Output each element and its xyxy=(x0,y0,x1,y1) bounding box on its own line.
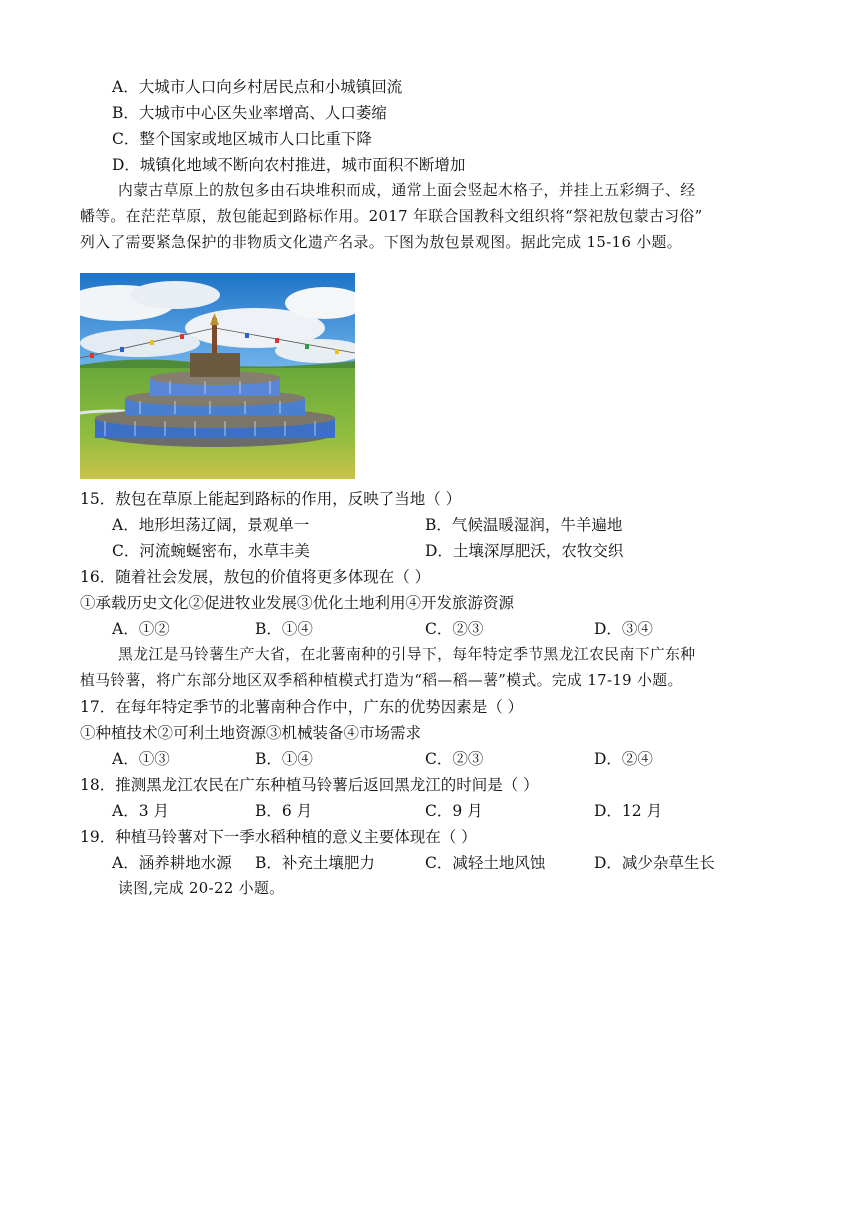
q15-option-b: B．气候温暖湿润，牛羊遍地 xyxy=(425,516,623,534)
q17-option-c: C．②③ xyxy=(425,750,484,768)
prev-option-a: A．大城市人口向乡村居民点和小城镇回流 xyxy=(112,78,403,96)
passage2-line1: 黑龙江是马铃薯生产大省，在北薯南种的引导下，每年特定季节黑龙江农民南下广东种 xyxy=(118,646,696,663)
q19-option-c: C．减轻土地风蚀 xyxy=(425,854,546,872)
q16-stem: 16．随着社会发展，敖包的价值将更多体现在（ ） xyxy=(80,568,431,586)
q19-stem: 19．种植马铃薯对下一季水稻种植的意义主要体现在（ ） xyxy=(80,828,477,846)
q16-option-c: C．②③ xyxy=(425,620,484,638)
q17-stem: 17．在每年特定季节的北薯南种合作中，广东的优势因素是（ ） xyxy=(80,698,524,716)
q16-option-d: D．③④ xyxy=(594,620,653,638)
q15-option-a: A．地形坦荡辽阔，景观单一 xyxy=(112,516,310,534)
q19-option-d: D．减少杂草生长 xyxy=(594,854,715,872)
prev-option-b: B．大城市中心区失业率增高、人口萎缩 xyxy=(112,104,387,122)
q19-option-b: B．补充土壤肥力 xyxy=(255,854,375,872)
q15-option-d: D．土壤深厚肥沃，农牧交织 xyxy=(425,542,624,560)
q18-option-a: A．3 月 xyxy=(112,802,169,820)
prev-option-c: C．整个国家或地区城市人口比重下降 xyxy=(112,130,372,148)
q18-option-d: D．12 月 xyxy=(594,802,663,820)
q17-option-d: D．②④ xyxy=(594,750,653,768)
q19-option-a: A．涵养耕地水源 xyxy=(112,854,232,872)
passage1-line1: 内蒙古草原上的敖包多由石块堆积而成，通常上面会竖起木格子，并挂上五彩绸子、经 xyxy=(118,182,696,199)
passage1-line3: 列入了需要紧急保护的非物质文化遗产名录。下图为敖包景观图。据此完成 15-16 小题。 xyxy=(80,234,682,251)
q17-items: ①种植技术②可利土地资源③机械装备④市场需求 xyxy=(80,724,422,742)
q16-option-b: B．①④ xyxy=(255,620,313,638)
passage1-line2: 幡等。在茫茫草原，敖包能起到路标作用。2017 年联合国教科文组织将“祭祀敖包蒙古习俗” xyxy=(80,208,703,225)
prev-option-d: D．城镇化地域不断向农村推进，城市面积不断增加 xyxy=(112,156,466,174)
passage2-line2: 植马铃薯，将广东部分地区双季稻种植模式打造为“稻—稻—薯”模式。完成 17-19 小题。 xyxy=(80,672,683,689)
q16-option-a: A．①② xyxy=(112,620,170,638)
q17-option-b: B．①④ xyxy=(255,750,313,768)
q17-option-a: A．①③ xyxy=(112,750,170,768)
q18-option-c: C．9 月 xyxy=(425,802,483,820)
q15-option-c: C．河流蜿蜒密布，水草丰美 xyxy=(112,542,310,560)
q18-option-b: B．6 月 xyxy=(255,802,313,820)
q15-stem: 15．敖包在草原上能起到路标的作用，反映了当地（ ） xyxy=(80,490,462,508)
q16-items: ①承载历史文化②促进牧业发展③优化土地利用④开发旅游资源 xyxy=(80,594,515,612)
q18-stem: 18．推测黑龙江农民在广东种植马铃薯后返回黑龙江的时间是（ ） xyxy=(80,776,539,794)
aobao-photo xyxy=(80,273,355,479)
closing-instruction: 读图,完成 20-22 小题。 xyxy=(118,880,285,897)
